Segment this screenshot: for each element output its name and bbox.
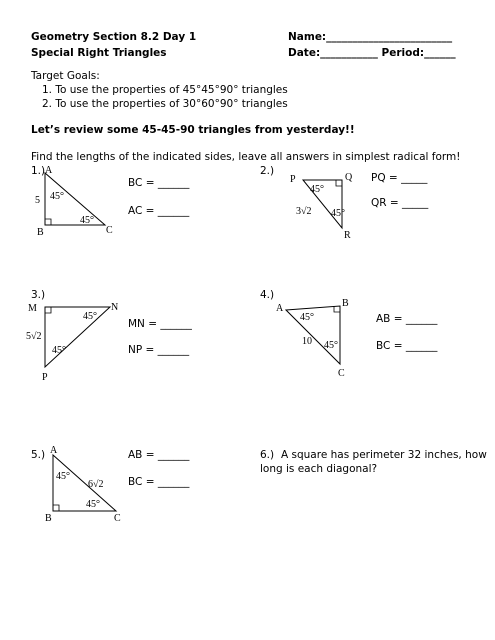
answer-blank[interactable]: BC = ______: [376, 340, 438, 352]
vertex-label: A: [50, 445, 58, 456]
answer-blank[interactable]: BC = ______: [128, 476, 190, 488]
answer-blank[interactable]: BC = ______: [128, 177, 190, 189]
side-label: 5√2: [26, 331, 42, 342]
triangle-figure: [30, 163, 120, 238]
problem-number: 1.): [31, 165, 46, 177]
vertex-label: B: [37, 227, 44, 238]
vertex-label: M: [28, 303, 37, 314]
angle-label: 45°: [310, 184, 324, 195]
vertex-label: N: [111, 302, 119, 313]
vertex-label: A: [45, 165, 53, 176]
vertex-label: P: [42, 372, 48, 383]
problem-text: long is each diagonal?: [260, 463, 378, 475]
problem-number: 4.): [260, 289, 275, 301]
problem-number: 3.): [31, 289, 46, 301]
vertex-label: R: [344, 230, 351, 241]
goal-item: 1. To use the properties of 45°45°90° triangles: [42, 84, 288, 96]
vertex-label: B: [342, 298, 349, 309]
side-label: 3√2: [296, 206, 312, 217]
side-label: 5: [35, 195, 40, 206]
answer-blank[interactable]: AC = ______: [128, 205, 190, 217]
angle-label: 45°: [52, 345, 66, 356]
triangle-figure: [280, 168, 360, 243]
worksheet-subtitle: Special Right Triangles: [31, 47, 167, 59]
angle-label: 45°: [324, 340, 338, 351]
angle-label: 45°: [80, 215, 94, 226]
answer-blank[interactable]: NP = ______: [128, 344, 190, 356]
angle-label: 45°: [86, 499, 100, 510]
side-label: 10: [302, 336, 312, 347]
date-period-field: Date:___________ Period:______: [288, 47, 456, 59]
triangle-figure: [272, 292, 364, 380]
answer-blank[interactable]: QR = _____: [371, 197, 429, 209]
vertex-label: Q: [345, 172, 353, 183]
worksheet-title: Geometry Section 8.2 Day 1: [31, 31, 197, 43]
vertex-label: P: [290, 174, 296, 185]
answer-blank[interactable]: AB = ______: [128, 449, 190, 461]
triangle-figure: [25, 297, 130, 387]
vertex-label: C: [106, 225, 113, 236]
goal-item: 2. To use the properties of 30°60°90° triangles: [42, 98, 288, 110]
vertex-label: B: [45, 513, 52, 524]
vertex-label: A: [276, 303, 284, 314]
angle-label: 45°: [331, 208, 345, 219]
review-heading: Let’s review some 45-45-90 triangles from yesterday!!: [31, 124, 355, 136]
instructions: Find the lengths of the indicated sides, leave all answers in simplest radical form!: [31, 151, 461, 163]
angle-label: 45°: [50, 191, 64, 202]
name-field: Name:________________________: [288, 31, 453, 43]
goals-heading: Target Goals:: [31, 70, 100, 82]
answer-blank[interactable]: PQ = _____: [371, 172, 428, 184]
triangle-figure: [38, 443, 130, 525]
vertex-label: C: [338, 368, 345, 379]
problem-number: 2.): [260, 165, 275, 177]
answer-blank[interactable]: MN = ______: [128, 318, 192, 330]
angle-label: 45°: [83, 311, 97, 322]
answer-blank[interactable]: AB = ______: [376, 313, 438, 325]
problem-number: 5.): [31, 449, 46, 461]
angle-label: 45°: [56, 471, 70, 482]
problem-number: 6.): [260, 449, 275, 461]
vertex-label: C: [114, 513, 121, 524]
angle-label: 45°: [300, 312, 314, 323]
problem-text: A square has perimeter 32 inches, how: [281, 449, 487, 461]
side-label: 6√2: [88, 479, 104, 490]
